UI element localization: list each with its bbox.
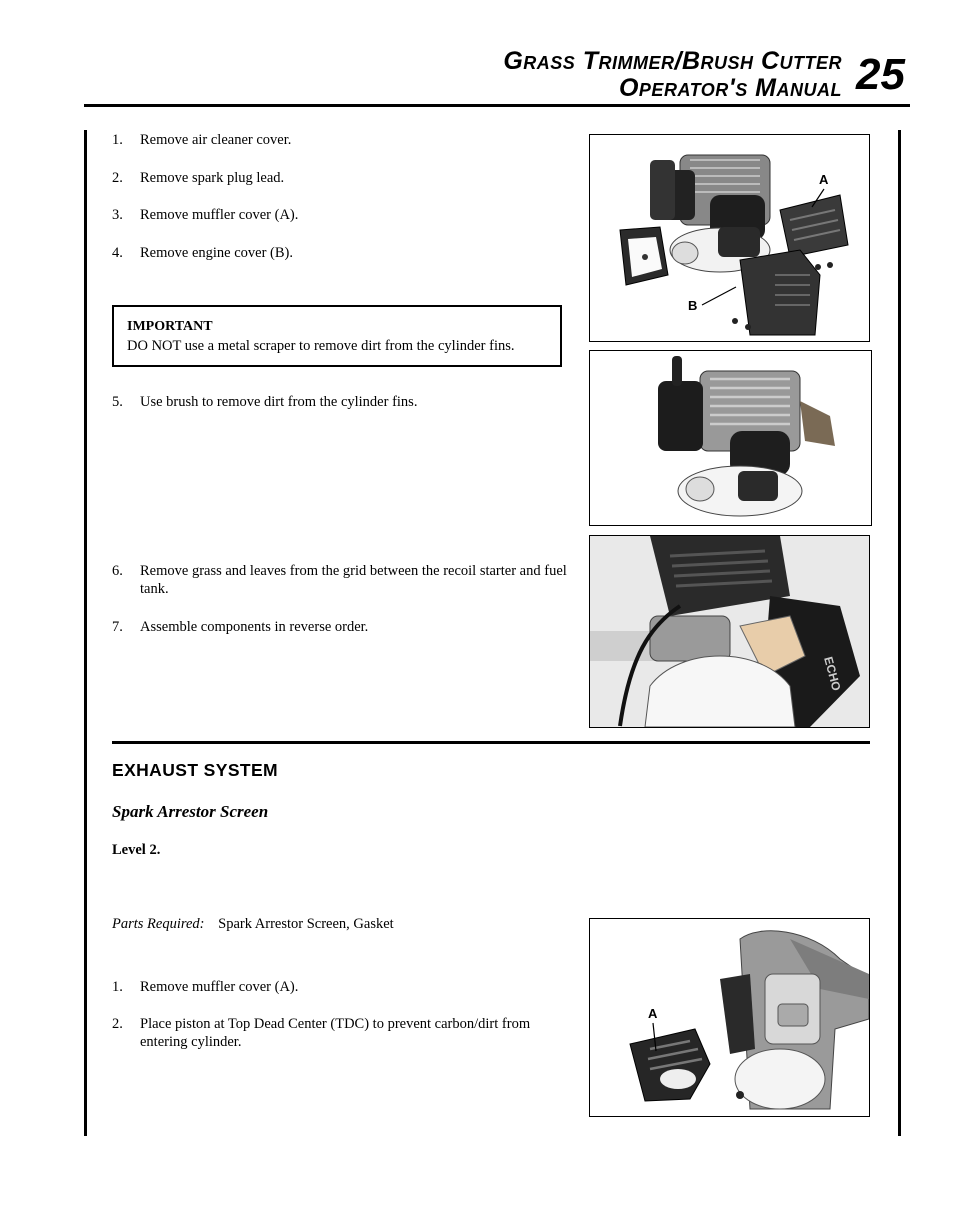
right-margin-rule (898, 130, 901, 1136)
callout-a-muffler-cover: A (648, 1006, 658, 1021)
parts-required-label: Parts Required: (112, 916, 205, 932)
step-item (112, 169, 567, 187)
step-number: 1. (112, 979, 123, 995)
step-text: Remove grass and leaves from the grid between the recoil starter and fuel tank. (140, 563, 567, 597)
left-margin-rule (84, 130, 87, 1136)
header-rule (84, 104, 910, 107)
subsection-title: Spark Arrestor Screen (112, 802, 269, 821)
step-item (112, 131, 567, 149)
step-item (112, 978, 567, 996)
step-item (112, 1015, 567, 1051)
step-text: Remove spark plug lead. (140, 170, 285, 186)
step-item (112, 206, 567, 224)
step-number: 4. (112, 245, 123, 261)
manual-title-line2: Operator's Manual (618, 74, 842, 102)
step-item (112, 562, 567, 598)
step-text: Remove air cleaner cover. (140, 132, 292, 148)
step-item (112, 618, 567, 636)
step-item (112, 393, 567, 411)
recoil-starter-grid-photo (589, 535, 870, 728)
section-rule (112, 741, 870, 744)
step-number: 2. (112, 170, 123, 186)
step-number: 3. (112, 207, 123, 223)
step-number: 6. (112, 563, 123, 579)
step-item (112, 244, 567, 262)
parts-required (112, 916, 394, 933)
muffler-cover-removed-photo (589, 918, 870, 1117)
important-heading: IMPORTANT (127, 319, 213, 334)
callout-a-muffler-cover: A (819, 172, 829, 187)
important-notice (112, 305, 562, 367)
important-text: DO NOT use a metal scraper to remove dirt from the cylinder fins. (127, 338, 515, 354)
callout-b-engine-cover: B (688, 298, 698, 313)
engine-covers-removed-photo (589, 134, 870, 342)
manual-title-line1: Grass Trimmer/Brush Cutter (503, 47, 842, 75)
step-number: 5. (112, 394, 123, 410)
step-text: Assemble components in reverse order. (140, 619, 369, 635)
step-text: Use brush to remove dirt from the cylinder fins. (140, 394, 418, 410)
step-text: Remove muffler cover (A). (140, 979, 299, 995)
step-number: 2. (112, 1016, 123, 1032)
step-text: Remove muffler cover (A). (140, 207, 299, 223)
step-text: Place piston at Top Dead Center (TDC) to prevent carbon/dirt from entering cylinder. (140, 1016, 531, 1050)
page-number: 25 (856, 50, 905, 99)
step-text: Remove engine cover (B). (140, 245, 294, 261)
step-number: 7. (112, 619, 123, 635)
parts-required-value: Spark Arrestor Screen, Gasket (218, 916, 394, 932)
section-title: EXHAUST SYSTEM (112, 760, 279, 780)
level-label: Level 2. (112, 842, 161, 858)
cylinder-fins-photo (589, 350, 872, 526)
step-number: 1. (112, 132, 123, 148)
echo-brand-logo: ECHO (821, 655, 844, 693)
